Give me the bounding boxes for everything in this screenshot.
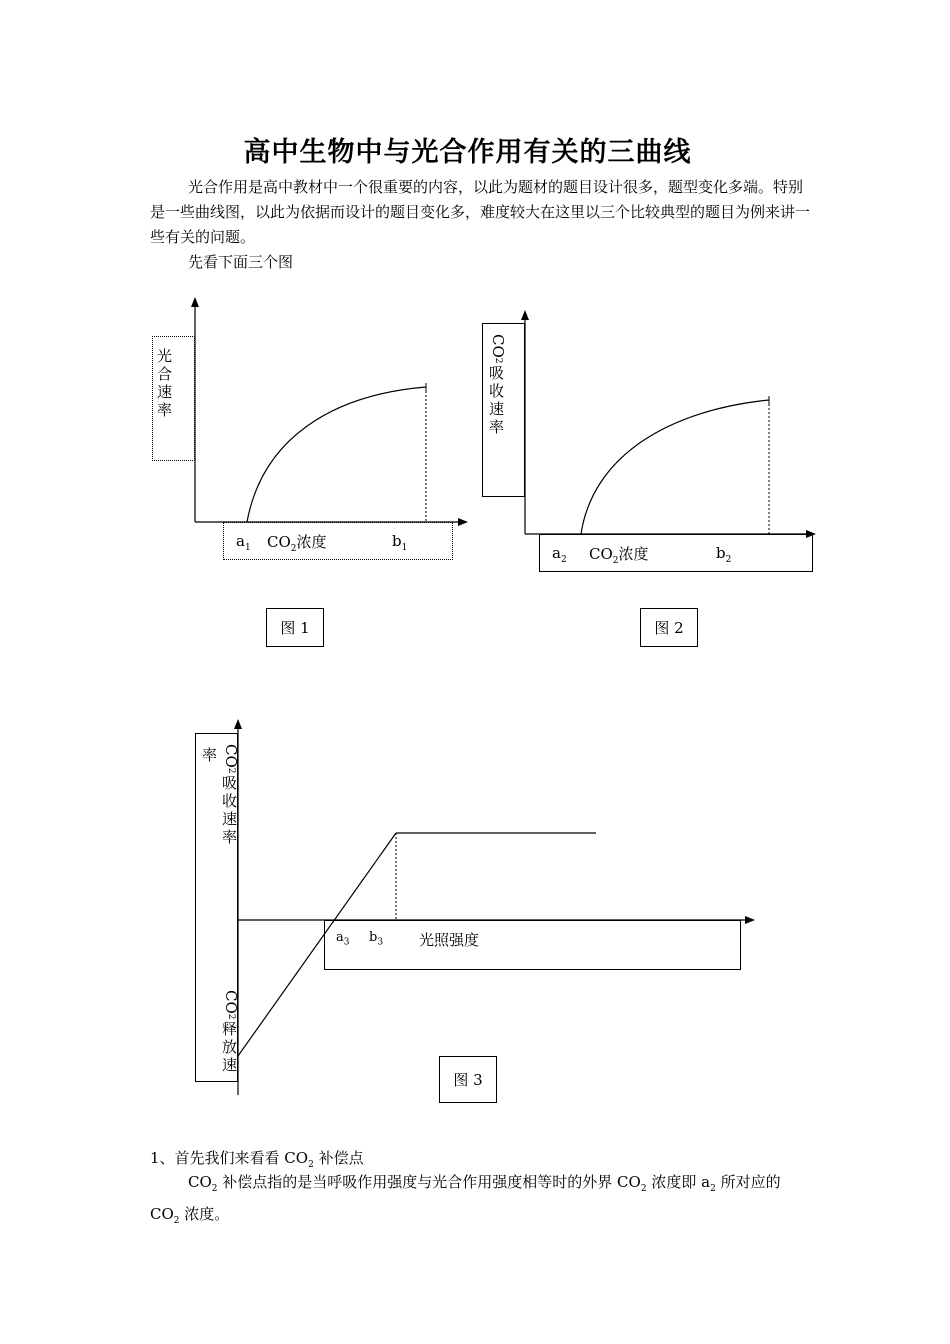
fig3-ylabel-box (195, 733, 238, 1082)
fig3-b3-label: $b_3$ (369, 930, 384, 948)
page-title: 高中生物中与光合作用有关的三曲线 (243, 137, 692, 168)
fig3-y-arrow (234, 719, 242, 729)
fig2-x-axis-label: $CO_2$浓度 (589, 545, 649, 566)
fig3-xlabel-box (324, 920, 741, 970)
fig2-ylabel: CO2 吸收速率 (489, 334, 507, 436)
fig3-caption: 图 3 (439, 1056, 497, 1103)
fig2-b2-label: $b_2$ (716, 544, 732, 565)
fig3-x-arrow (745, 916, 755, 924)
section-1-heading: 1、首先我们来看看 $CO_2$ 补偿点 (150, 1149, 364, 1170)
fig3-a3-label: $a_3$ (336, 930, 350, 948)
lead-paragraph: 先看下面三个图 (188, 253, 294, 271)
section-1-paragraph: $CO_2$ 补偿点指的是当呼吸作用强度与光合作用强度相等时的外界 $CO_2$ 浓度即 $a_2$ 所对应的 $CO_2$ 浓度。 (150, 1173, 781, 1226)
fig1-ylabel: 光合速率 (157, 347, 173, 419)
fig1-caption: 图 1 (266, 608, 324, 647)
fig2-caption: 图 2 (640, 608, 698, 647)
fig1-b1-label: $b_1$ (392, 532, 408, 553)
fig1-x-axis-label: $CO_2$浓度 (267, 533, 327, 554)
fig3-ylabel-absorb: CO2 吸收速率 (222, 744, 240, 846)
fig1-a1-label: $a_1$ (236, 532, 251, 553)
fig2-a2-label: $a_2$ (552, 544, 567, 565)
intro-paragraph: 光合作用是高中教材中一个很重要的内容，以此为题材的题目设计很多，题型变化多端。特别是一些曲线图，以此为依据而设计的题目变化多，难度较大在这里以三个比较典型的题目为例来讲一些有关的问题。 (150, 178, 811, 246)
fig3-ylabel-top-char: 率 (202, 746, 218, 764)
fig3-x-axis-label: 光照强度 (419, 931, 480, 949)
fig3-ylabel-release: CO2 释放速 (222, 990, 240, 1074)
